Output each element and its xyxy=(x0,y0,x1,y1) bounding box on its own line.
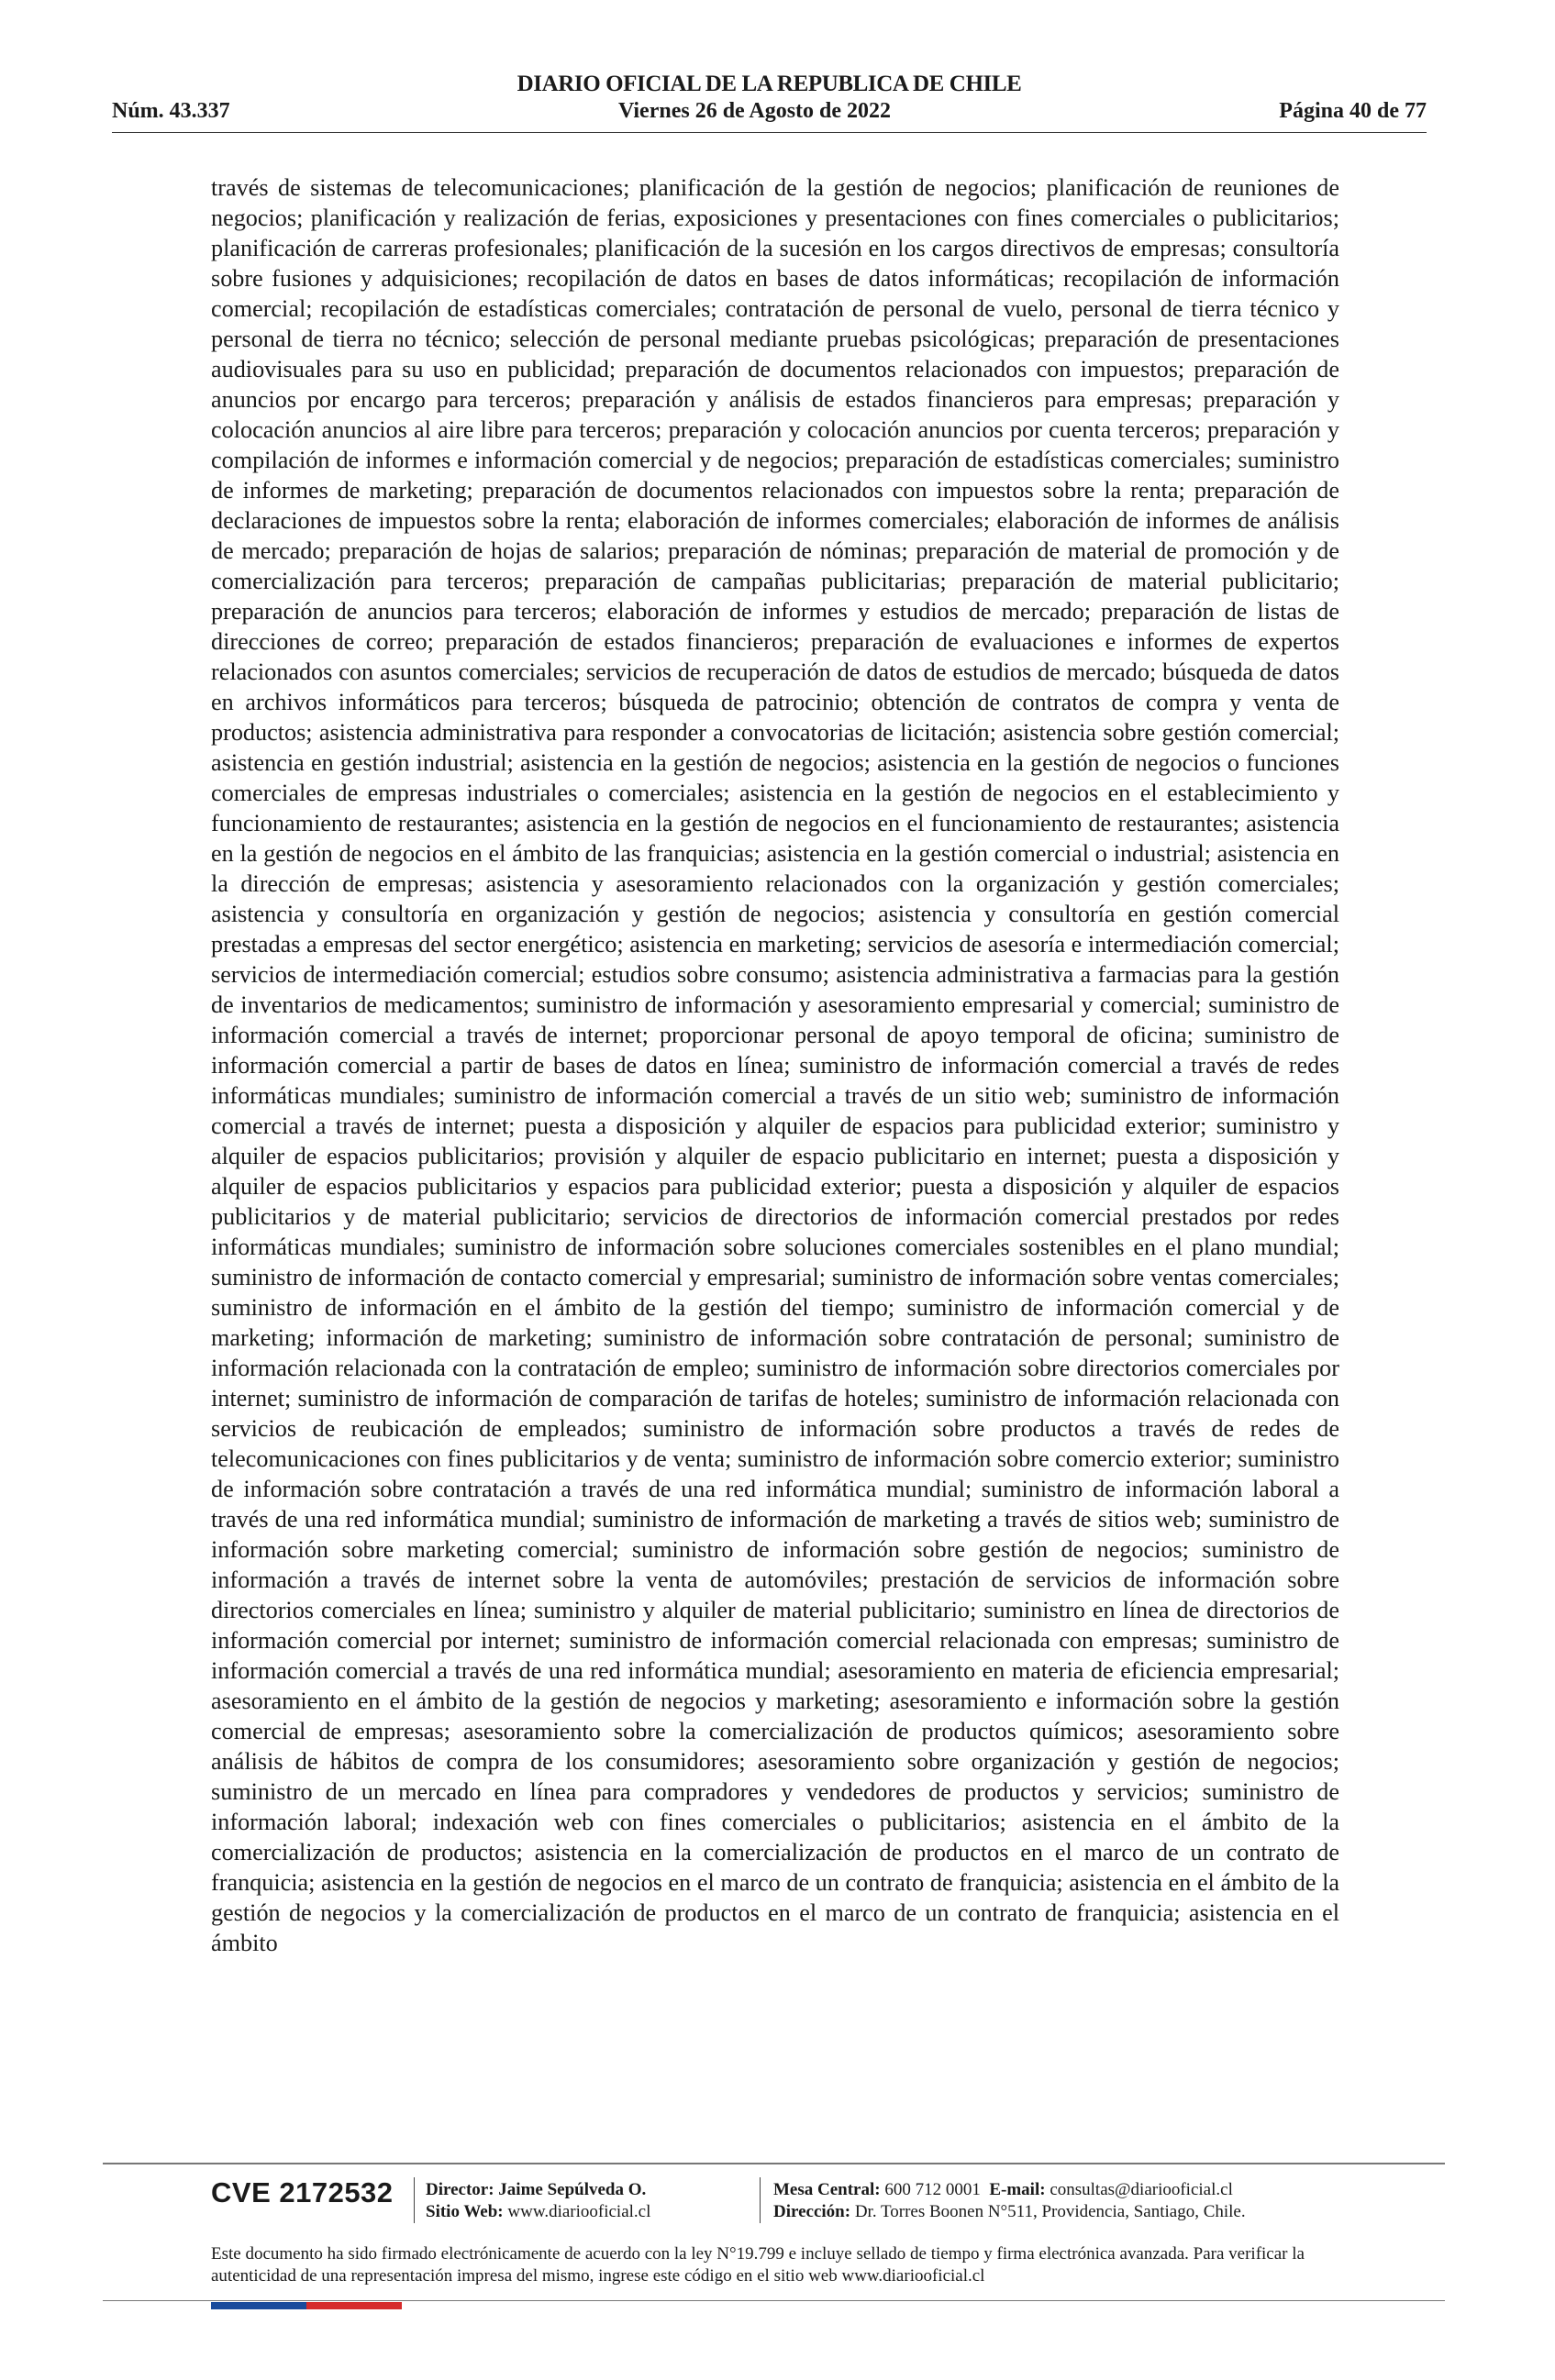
header-divider xyxy=(112,132,1427,133)
director-label: Director: xyxy=(426,2180,494,2199)
footer-separator xyxy=(414,2177,415,2223)
footer-contact-block xyxy=(773,2179,1246,2223)
address-value: Dr. Torres Boonen N°511, Providencia, Santiago, Chile. xyxy=(854,2202,1246,2221)
email-link[interactable]: consultas@diariooficial.cl xyxy=(1050,2180,1233,2199)
page-indicator: Página 40 de 77 xyxy=(1279,99,1427,123)
director-name: Jaime Sepúlveda O. xyxy=(498,2180,647,2199)
body-paragraph: través de sistemas de telecomunicaciones; planificación de la gestión de negocios; planificación de reuniones de negocios; planificación y realización de ferias, exposiciones y presentaciones con fines comerciales o publicitarios; planificación de carreras profesionales; planificación de la sucesión en los cargos directivos de empresas; consultoría sobre fusiones y adquisiciones; recopilación de datos en bases de datos informáticas; recopilación de información comercial; recopilación de estadísticas comerciales; contratación de personal de vuelo, personal de tierra técnico y personal de tierra no técnico; selección de personal mediante pruebas psicológicas; preparación de presentaciones audiovisuales para su uso en publicidad; preparación de documentos relacionados con impuestos; preparación de anuncios por encargo para terceros; preparación y análisis de estados financieros para empresas; preparación y colocación anuncios al aire libre para terceros; preparación y colocación anuncios por cuenta terceros; preparación y compilación de informes e información comercial y de negocios; preparación de estadísticas comerciales; suministro de informes de marketing; preparación de documentos relacionados con impuestos sobre la renta; preparación de declaraciones de impuestos sobre la renta; elaboración de informes comerciales; elaboración de informes de análisis de mercado; preparación de hojas de salarios; preparación de nóminas; preparación de material de promoción y de comercialización para terceros; preparación de campañas publicitarias; preparación de material publicitario; preparación de anuncios para terceros; elaboración de informes y estudios de mercado; preparación de listas de direcciones de correo; preparación de estados financieros; preparación de evaluaciones e informes de expertos relacionados con asuntos comerciales; servicios de recuperación de datos de estudios de mercado; búsqueda de datos en archivos informáticos para terceros; búsqueda de patrocinio; obtención de contratos de compra y venta de productos; asistencia administrativa para responder a convocatorias de licitación; asistencia sobre gestión comercial; asistencia en gestión industrial; asistencia en la gestión de negocios; asistencia en la gestión de negocios o funciones comerciales de empresas industriales o comerciales; asistencia en la gestión de negocios en el establecimiento y funcionamiento de restaurantes; asistencia en la gestión de negocios en el funcionamiento de restaurantes; asistencia en la gestión de negocios en el ámbito de las franquicias; asistencia en la gestión comercial o industrial; asistencia en la dirección de empresas; asistencia y asesoramiento relacionados con la organización y gestión comerciales; asistencia y consultoría en organización y gestión de negocios; asistencia y consultoría en gestión comercial prestadas a empresas del sector energético; asistencia en marketing; servicios de asesoría e intermediación comercial; servicios de intermediación comercial; estudios sobre consumo; asistencia administrativa a farmacias para la gestión de inventarios de medicamentos; suministro de información y asesoramiento empresarial y comercial; suministro de información comercial a través de internet; proporcionar personal de apoyo temporal de oficina; suministro de información comercial a partir de bases de datos en línea; suministro de información comercial a través de redes informáticas mundiales; suministro de información comercial a través de un sitio web; suministro de información comercial a través de internet; puesta a disposición y alquiler de espacios para publicidad exterior; suministro y alquiler de espacios publicitarios; provisión y alquiler de espacio publicitario en internet; puesta a disposición y alquiler de espacios publicitarios y espacios para publicidad exterior; puesta a disposición y alquiler de espacios publicitarios y de material publicitario; servicios de directorios de información comercial prestados por redes informáticas mundiales; suministro de información sobre soluciones comerciales sostenibles en el plano mundial; suministro de información de contacto comercial y empresarial; suministro de información sobre ventas comerciales; suministro de información en el ámbito de la gestión del tiempo; suministro de información comercial y de marketing; información de marketing; suministro de información sobre contratación de personal; suministro de información relacionada con la contratación de empleo; suministro de información sobre directorios comerciales por internet; suministro de información de comparación de tarifas de hoteles; suministro de información relacionada con servicios de reubicación de empleados; suministro de información sobre productos a través de redes de telecomunicaciones con fines publicitarios y de venta; suministro de información sobre comercio exterior; suministro de información sobre contratación a través de una red informática mundial; suministro de información laboral a través de una red informática mundial; suministro de información de marketing a través de sitios web; suministro de información sobre marketing comercial; suministro de información sobre gestión de negocios; suministro de información a través de internet sobre la venta de automóviles; prestación de servicios de información sobre directorios comerciales en línea; suministro y alquiler de material publicitario; suministro en línea de directorios de información comercial por internet; suministro de información comercial relacionada con empresas; suministro de información comercial a través de una red informática mundial; asesoramiento en materia de eficiencia empresarial; asesoramiento en el ámbito de la gestión de negocios y marketing; asesoramiento e información sobre la gestión comercial de empresas; asesoramiento sobre la comercialización de productos químicos; asesoramiento sobre análisis de hábitos de compra de los consumidores; asesoramiento sobre organización y gestión de negocios; suministro de un mercado en línea para compradores y vendedores de productos y servicios; suministro de información laboral; indexación web con fines comerciales o publicitarios; asistencia en el ámbito de la comercialización de productos; asistencia en la comercialización de productos en el marco de un contrato de franquicia; asistencia en la gestión de negocios en el marco de un contrato de franquicia; asistencia en el ámbito de la gestión de negocios y la comercialización de productos en el marco de un contrato de franquicia; asistencia en el ámbito xyxy=(211,174,1339,1956)
footer-separator xyxy=(760,2177,761,2223)
issue-date: Viernes 26 de Agosto de 2022 xyxy=(617,99,892,123)
footer-divider xyxy=(103,2163,1445,2164)
legal-notice: Este documento ha sido firmado electrónicamente de acuerdo con la ley N°19.799 e incluye sellado de tiempo y firma electrónica avanzada. Para verificar la autenticidad de una representación impresa del mismo, ingrese este código en el sitio web www.diariooficial.cl xyxy=(211,2244,1305,2286)
site-label: Sitio Web: xyxy=(426,2202,504,2221)
header-info-row xyxy=(112,99,1427,124)
flag-stripe xyxy=(211,2302,402,2309)
flag-blue-segment xyxy=(211,2302,306,2309)
cve-code: CVE 2172532 xyxy=(211,2176,394,2208)
phone-value: 600 712 0001 xyxy=(884,2180,981,2199)
page-header xyxy=(112,72,1427,136)
email-label: E-mail: xyxy=(989,2180,1046,2199)
legal-divider xyxy=(103,2300,1445,2301)
address-label: Dirección: xyxy=(773,2202,851,2221)
phone-label: Mesa Central: xyxy=(773,2180,881,2199)
site-link[interactable]: www.diariooficial.cl xyxy=(507,2202,651,2221)
flag-red-segment xyxy=(306,2302,402,2309)
issue-number: Núm. 43.337 xyxy=(112,99,230,123)
newspaper-title: DIARIO OFICIAL DE LA REPUBLICA DE CHILE xyxy=(516,72,1022,96)
footer-director-block xyxy=(426,2179,650,2223)
